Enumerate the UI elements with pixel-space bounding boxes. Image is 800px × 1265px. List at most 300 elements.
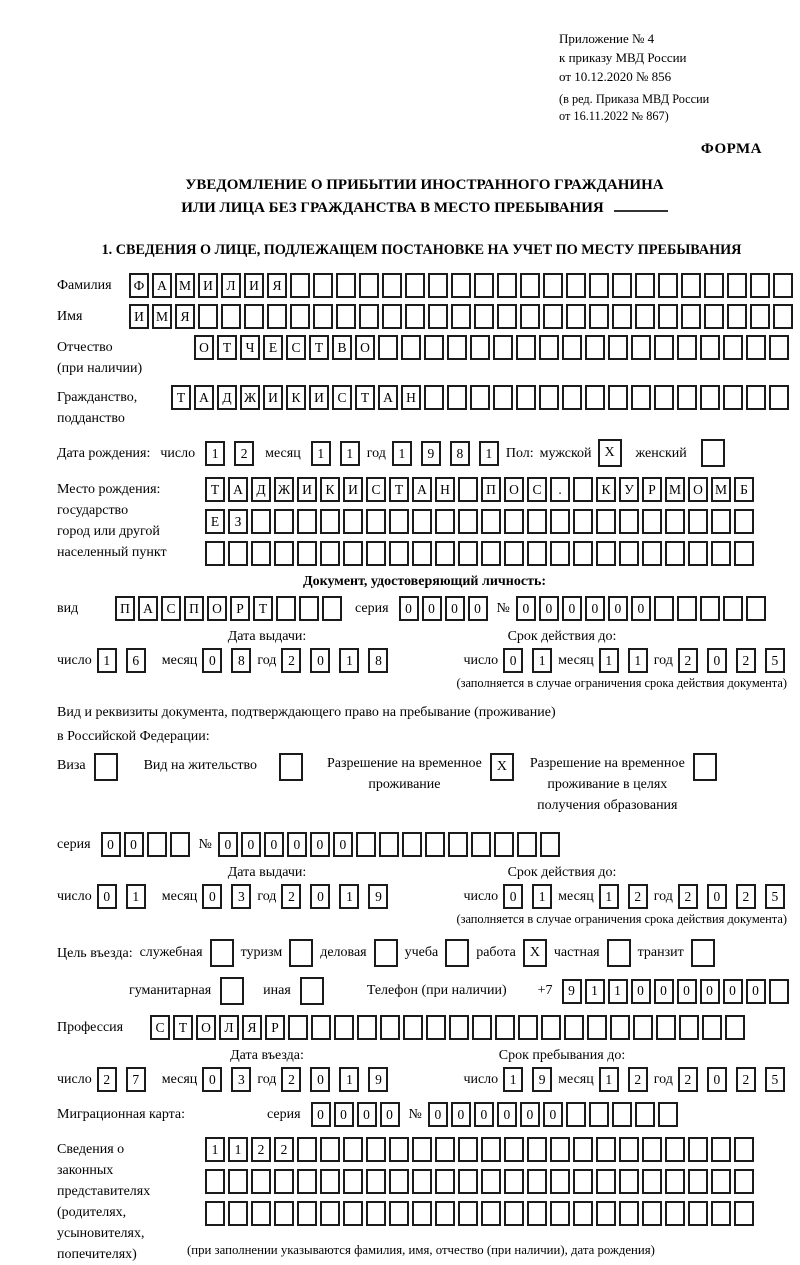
char-cell[interactable] <box>297 1137 317 1162</box>
char-cell[interactable]: 2 <box>234 441 254 466</box>
char-cell[interactable] <box>688 1137 708 1162</box>
char-cell[interactable]: 1 <box>599 1067 619 1092</box>
char-cell[interactable] <box>401 335 421 360</box>
char-cell[interactable]: И <box>198 273 218 298</box>
char-cell[interactable] <box>336 304 356 329</box>
char-cell[interactable]: 0 <box>707 1067 727 1092</box>
char-cell[interactable] <box>495 1015 515 1040</box>
char-cell[interactable]: У <box>619 477 639 502</box>
char-cell[interactable]: 5 <box>765 884 785 909</box>
char-cell[interactable]: 0 <box>503 648 523 673</box>
char-cell[interactable] <box>711 1169 731 1194</box>
char-cell[interactable] <box>366 1201 386 1226</box>
char-cell[interactable]: 0 <box>562 596 582 621</box>
char-cell[interactable] <box>642 541 662 566</box>
char-cell[interactable]: Р <box>642 477 662 502</box>
char-cell[interactable]: И <box>263 385 283 410</box>
char-cell[interactable]: 6 <box>126 648 146 673</box>
char-cell[interactable] <box>297 509 317 534</box>
char-cell[interactable] <box>550 541 570 566</box>
char-cell[interactable]: 2 <box>251 1137 271 1162</box>
char-cell[interactable] <box>711 509 731 534</box>
char-cell[interactable]: 0 <box>543 1102 563 1127</box>
char-cell[interactable] <box>458 541 478 566</box>
char-cell[interactable] <box>343 1201 363 1226</box>
char-cell[interactable]: И <box>297 477 317 502</box>
char-cell[interactable] <box>343 509 363 534</box>
char-cell[interactable] <box>382 304 402 329</box>
char-cell[interactable]: 8 <box>231 648 251 673</box>
char-cell[interactable]: 0 <box>677 979 697 1004</box>
char-cell[interactable]: 0 <box>310 648 330 673</box>
char-cell[interactable] <box>320 1169 340 1194</box>
char-cell[interactable] <box>711 1201 731 1226</box>
char-cell[interactable] <box>727 304 747 329</box>
char-cell[interactable] <box>681 273 701 298</box>
char-cell[interactable] <box>366 1169 386 1194</box>
char-cell[interactable]: О <box>194 335 214 360</box>
char-cell[interactable]: 0 <box>380 1102 400 1127</box>
char-cell[interactable] <box>750 304 770 329</box>
char-cell[interactable] <box>612 304 632 329</box>
char-cell[interactable] <box>665 1137 685 1162</box>
char-cell[interactable]: 0 <box>333 832 353 857</box>
char-cell[interactable] <box>608 385 628 410</box>
char-cell[interactable]: 2 <box>274 1137 294 1162</box>
char-cell[interactable] <box>389 541 409 566</box>
char-cell[interactable] <box>550 509 570 534</box>
char-cell[interactable] <box>451 273 471 298</box>
char-cell[interactable]: 9 <box>368 1067 388 1092</box>
char-cell[interactable]: 2 <box>281 1067 301 1092</box>
char-cell[interactable]: И <box>309 385 329 410</box>
char-cell[interactable]: 1 <box>392 441 412 466</box>
char-cell[interactable]: 9 <box>562 979 582 1004</box>
char-cell[interactable] <box>573 509 593 534</box>
char-cell[interactable] <box>734 541 754 566</box>
char-cell[interactable] <box>543 273 563 298</box>
char-cell[interactable] <box>497 273 517 298</box>
char-cell[interactable] <box>658 304 678 329</box>
residence-permit-checkbox[interactable] <box>279 753 303 781</box>
char-cell[interactable]: 1 <box>205 441 225 466</box>
char-cell[interactable] <box>458 509 478 534</box>
char-cell[interactable] <box>564 1015 584 1040</box>
char-cell[interactable] <box>458 1169 478 1194</box>
char-cell[interactable]: 1 <box>585 979 605 1004</box>
char-cell[interactable] <box>382 273 402 298</box>
char-cell[interactable]: 0 <box>124 832 144 857</box>
char-cell[interactable]: О <box>207 596 227 621</box>
char-cell[interactable] <box>746 335 766 360</box>
char-cell[interactable]: 0 <box>497 1102 517 1127</box>
char-cell[interactable]: 1 <box>205 1137 225 1162</box>
char-cell[interactable] <box>550 1169 570 1194</box>
char-cell[interactable]: 0 <box>707 648 727 673</box>
char-cell[interactable]: 1 <box>339 884 359 909</box>
char-cell[interactable] <box>322 596 342 621</box>
char-cell[interactable] <box>497 304 517 329</box>
char-cell[interactable]: 5 <box>765 1067 785 1092</box>
char-cell[interactable] <box>251 541 271 566</box>
char-cell[interactable]: К <box>320 477 340 502</box>
char-cell[interactable] <box>380 1015 400 1040</box>
char-cell[interactable] <box>378 335 398 360</box>
char-cell[interactable] <box>274 541 294 566</box>
char-cell[interactable] <box>481 541 501 566</box>
char-cell[interactable]: К <box>596 477 616 502</box>
char-cell[interactable]: 1 <box>97 648 117 673</box>
char-cell[interactable]: 0 <box>202 884 222 909</box>
char-cell[interactable] <box>700 335 720 360</box>
char-cell[interactable]: 0 <box>101 832 121 857</box>
char-cell[interactable] <box>412 541 432 566</box>
char-cell[interactable] <box>357 1015 377 1040</box>
char-cell[interactable] <box>228 1169 248 1194</box>
char-cell[interactable]: А <box>412 477 432 502</box>
char-cell[interactable]: 0 <box>474 1102 494 1127</box>
char-cell[interactable]: . <box>550 477 570 502</box>
char-cell[interactable] <box>458 1201 478 1226</box>
char-cell[interactable] <box>451 304 471 329</box>
char-cell[interactable] <box>516 335 536 360</box>
char-cell[interactable] <box>746 385 766 410</box>
char-cell[interactable]: 8 <box>368 648 388 673</box>
purpose-commercial-checkbox[interactable] <box>374 939 398 967</box>
char-cell[interactable] <box>612 273 632 298</box>
char-cell[interactable]: 9 <box>532 1067 552 1092</box>
char-cell[interactable]: 0 <box>357 1102 377 1127</box>
purpose-work-checkbox[interactable]: X <box>523 939 547 967</box>
char-cell[interactable]: 0 <box>468 596 488 621</box>
char-cell[interactable] <box>320 509 340 534</box>
char-cell[interactable] <box>773 273 793 298</box>
char-cell[interactable] <box>267 304 287 329</box>
char-cell[interactable]: 0 <box>585 596 605 621</box>
char-cell[interactable]: 1 <box>599 648 619 673</box>
char-cell[interactable] <box>424 385 444 410</box>
char-cell[interactable] <box>366 1137 386 1162</box>
char-cell[interactable]: 0 <box>428 1102 448 1127</box>
char-cell[interactable]: С <box>161 596 181 621</box>
char-cell[interactable] <box>573 1137 593 1162</box>
char-cell[interactable] <box>251 1169 271 1194</box>
char-cell[interactable] <box>596 541 616 566</box>
char-cell[interactable] <box>573 1201 593 1226</box>
char-cell[interactable] <box>320 1201 340 1226</box>
char-cell[interactable] <box>631 335 651 360</box>
char-cell[interactable] <box>642 509 662 534</box>
char-cell[interactable] <box>688 1201 708 1226</box>
char-cell[interactable]: 0 <box>503 884 523 909</box>
char-cell[interactable]: П <box>184 596 204 621</box>
char-cell[interactable]: А <box>138 596 158 621</box>
char-cell[interactable] <box>504 1137 524 1162</box>
char-cell[interactable] <box>356 832 376 857</box>
char-cell[interactable]: Л <box>219 1015 239 1040</box>
char-cell[interactable] <box>389 1169 409 1194</box>
char-cell[interactable]: М <box>711 477 731 502</box>
char-cell[interactable] <box>405 273 425 298</box>
char-cell[interactable]: 2 <box>678 884 698 909</box>
char-cell[interactable] <box>343 541 363 566</box>
char-cell[interactable]: 1 <box>503 1067 523 1092</box>
char-cell[interactable] <box>389 1201 409 1226</box>
char-cell[interactable] <box>481 509 501 534</box>
char-cell[interactable] <box>540 832 560 857</box>
sex-male-checkbox[interactable]: X <box>598 439 622 467</box>
char-cell[interactable] <box>619 1201 639 1226</box>
char-cell[interactable] <box>727 273 747 298</box>
char-cell[interactable]: Л <box>221 273 241 298</box>
visa-checkbox[interactable] <box>94 753 118 781</box>
char-cell[interactable] <box>734 1137 754 1162</box>
char-cell[interactable]: 0 <box>311 1102 331 1127</box>
char-cell[interactable] <box>619 509 639 534</box>
char-cell[interactable]: 1 <box>608 979 628 1004</box>
char-cell[interactable]: О <box>196 1015 216 1040</box>
char-cell[interactable] <box>297 1169 317 1194</box>
char-cell[interactable] <box>313 273 333 298</box>
char-cell[interactable] <box>205 541 225 566</box>
char-cell[interactable] <box>587 1015 607 1040</box>
char-cell[interactable]: С <box>366 477 386 502</box>
char-cell[interactable] <box>642 1201 662 1226</box>
char-cell[interactable]: Т <box>205 477 225 502</box>
char-cell[interactable] <box>688 1169 708 1194</box>
char-cell[interactable] <box>527 509 547 534</box>
char-cell[interactable]: Н <box>435 477 455 502</box>
char-cell[interactable]: О <box>355 335 375 360</box>
char-cell[interactable] <box>688 509 708 534</box>
char-cell[interactable] <box>665 509 685 534</box>
char-cell[interactable]: Д <box>251 477 271 502</box>
purpose-study-checkbox[interactable] <box>445 939 469 967</box>
char-cell[interactable] <box>704 304 724 329</box>
char-cell[interactable]: Т <box>217 335 237 360</box>
char-cell[interactable] <box>589 304 609 329</box>
char-cell[interactable]: 2 <box>736 884 756 909</box>
char-cell[interactable]: 2 <box>97 1067 117 1092</box>
char-cell[interactable] <box>228 541 248 566</box>
char-cell[interactable]: А <box>152 273 172 298</box>
purpose-transit-checkbox[interactable] <box>691 939 715 967</box>
char-cell[interactable] <box>654 596 674 621</box>
char-cell[interactable] <box>403 1015 423 1040</box>
char-cell[interactable] <box>336 273 356 298</box>
char-cell[interactable] <box>428 304 448 329</box>
char-cell[interactable]: В <box>332 335 352 360</box>
char-cell[interactable]: С <box>332 385 352 410</box>
char-cell[interactable] <box>734 1169 754 1194</box>
char-cell[interactable] <box>493 385 513 410</box>
char-cell[interactable]: 0 <box>310 832 330 857</box>
char-cell[interactable]: Т <box>355 385 375 410</box>
char-cell[interactable] <box>520 273 540 298</box>
char-cell[interactable] <box>725 1015 745 1040</box>
char-cell[interactable] <box>494 832 514 857</box>
char-cell[interactable] <box>518 1015 538 1040</box>
char-cell[interactable] <box>541 1015 561 1040</box>
char-cell[interactable] <box>723 596 743 621</box>
char-cell[interactable]: 1 <box>479 441 499 466</box>
char-cell[interactable] <box>221 304 241 329</box>
char-cell[interactable] <box>635 1102 655 1127</box>
char-cell[interactable] <box>274 509 294 534</box>
char-cell[interactable]: Т <box>309 335 329 360</box>
char-cell[interactable] <box>619 541 639 566</box>
char-cell[interactable] <box>435 1201 455 1226</box>
char-cell[interactable] <box>470 385 490 410</box>
char-cell[interactable] <box>746 596 766 621</box>
char-cell[interactable] <box>596 1201 616 1226</box>
char-cell[interactable]: 0 <box>445 596 465 621</box>
purpose-business-checkbox[interactable] <box>210 939 234 967</box>
char-cell[interactable]: Т <box>389 477 409 502</box>
char-cell[interactable] <box>677 596 697 621</box>
purpose-private-checkbox[interactable] <box>607 939 631 967</box>
char-cell[interactable]: Ф <box>129 273 149 298</box>
char-cell[interactable] <box>412 1137 432 1162</box>
char-cell[interactable] <box>471 832 491 857</box>
char-cell[interactable]: 0 <box>631 979 651 1004</box>
char-cell[interactable] <box>596 1137 616 1162</box>
char-cell[interactable] <box>359 304 379 329</box>
char-cell[interactable] <box>723 385 743 410</box>
char-cell[interactable] <box>723 335 743 360</box>
char-cell[interactable]: З <box>228 509 248 534</box>
char-cell[interactable] <box>608 335 628 360</box>
char-cell[interactable]: 0 <box>707 884 727 909</box>
char-cell[interactable] <box>550 1201 570 1226</box>
char-cell[interactable]: Я <box>242 1015 262 1040</box>
char-cell[interactable] <box>550 1137 570 1162</box>
char-cell[interactable] <box>633 1015 653 1040</box>
char-cell[interactable]: К <box>286 385 306 410</box>
char-cell[interactable] <box>711 541 731 566</box>
char-cell[interactable] <box>573 477 593 502</box>
char-cell[interactable] <box>389 509 409 534</box>
char-cell[interactable]: 0 <box>422 596 442 621</box>
char-cell[interactable] <box>681 304 701 329</box>
char-cell[interactable]: 0 <box>608 596 628 621</box>
char-cell[interactable] <box>311 1015 331 1040</box>
char-cell[interactable] <box>734 509 754 534</box>
char-cell[interactable] <box>458 1137 478 1162</box>
char-cell[interactable] <box>688 541 708 566</box>
char-cell[interactable]: 1 <box>532 884 552 909</box>
char-cell[interactable] <box>276 596 296 621</box>
char-cell[interactable] <box>619 1137 639 1162</box>
char-cell[interactable]: 0 <box>520 1102 540 1127</box>
char-cell[interactable] <box>170 832 190 857</box>
char-cell[interactable] <box>596 509 616 534</box>
char-cell[interactable] <box>527 541 547 566</box>
char-cell[interactable]: 2 <box>736 1067 756 1092</box>
char-cell[interactable] <box>288 1015 308 1040</box>
char-cell[interactable]: 0 <box>700 979 720 1004</box>
char-cell[interactable] <box>424 335 444 360</box>
char-cell[interactable]: А <box>378 385 398 410</box>
char-cell[interactable]: 2 <box>678 1067 698 1092</box>
char-cell[interactable] <box>481 1201 501 1226</box>
char-cell[interactable] <box>596 1169 616 1194</box>
char-cell[interactable] <box>426 1015 446 1040</box>
char-cell[interactable]: 0 <box>723 979 743 1004</box>
char-cell[interactable]: 1 <box>599 884 619 909</box>
char-cell[interactable]: А <box>228 477 248 502</box>
char-cell[interactable] <box>405 304 425 329</box>
char-cell[interactable] <box>527 1137 547 1162</box>
char-cell[interactable] <box>435 509 455 534</box>
char-cell[interactable] <box>702 1015 722 1040</box>
char-cell[interactable]: 1 <box>311 441 331 466</box>
char-cell[interactable]: 0 <box>264 832 284 857</box>
char-cell[interactable] <box>517 832 537 857</box>
char-cell[interactable] <box>585 385 605 410</box>
char-cell[interactable] <box>428 273 448 298</box>
char-cell[interactable] <box>654 385 674 410</box>
char-cell[interactable]: Д <box>217 385 237 410</box>
char-cell[interactable] <box>449 1015 469 1040</box>
char-cell[interactable] <box>516 385 536 410</box>
char-cell[interactable] <box>769 979 789 1004</box>
char-cell[interactable] <box>769 335 789 360</box>
char-cell[interactable] <box>677 335 697 360</box>
char-cell[interactable] <box>147 832 167 857</box>
char-cell[interactable]: 0 <box>310 1067 330 1092</box>
char-cell[interactable] <box>320 1137 340 1162</box>
char-cell[interactable] <box>658 273 678 298</box>
sex-female-checkbox[interactable] <box>701 439 725 467</box>
char-cell[interactable] <box>711 1137 731 1162</box>
char-cell[interactable]: 0 <box>631 596 651 621</box>
char-cell[interactable] <box>297 1201 317 1226</box>
char-cell[interactable] <box>274 1201 294 1226</box>
char-cell[interactable]: 0 <box>654 979 674 1004</box>
char-cell[interactable]: Ж <box>274 477 294 502</box>
char-cell[interactable] <box>527 1169 547 1194</box>
char-cell[interactable] <box>610 1015 630 1040</box>
char-cell[interactable]: Н <box>401 385 421 410</box>
char-cell[interactable]: 8 <box>450 441 470 466</box>
char-cell[interactable]: 5 <box>765 648 785 673</box>
char-cell[interactable] <box>543 304 563 329</box>
char-cell[interactable] <box>205 1201 225 1226</box>
char-cell[interactable] <box>734 1201 754 1226</box>
char-cell[interactable]: Я <box>175 304 195 329</box>
char-cell[interactable]: Т <box>171 385 191 410</box>
char-cell[interactable]: 0 <box>310 884 330 909</box>
char-cell[interactable] <box>343 1169 363 1194</box>
char-cell[interactable] <box>773 304 793 329</box>
char-cell[interactable] <box>251 509 271 534</box>
char-cell[interactable] <box>504 1201 524 1226</box>
char-cell[interactable] <box>493 335 513 360</box>
char-cell[interactable] <box>228 1201 248 1226</box>
char-cell[interactable]: 1 <box>339 648 359 673</box>
char-cell[interactable] <box>481 1137 501 1162</box>
char-cell[interactable] <box>435 541 455 566</box>
char-cell[interactable]: Ч <box>240 335 260 360</box>
char-cell[interactable] <box>379 832 399 857</box>
char-cell[interactable] <box>313 304 333 329</box>
char-cell[interactable]: П <box>115 596 135 621</box>
char-cell[interactable]: И <box>244 273 264 298</box>
char-cell[interactable]: 0 <box>97 884 117 909</box>
purpose-humanitarian-checkbox[interactable] <box>220 977 244 1005</box>
char-cell[interactable]: Б <box>734 477 754 502</box>
